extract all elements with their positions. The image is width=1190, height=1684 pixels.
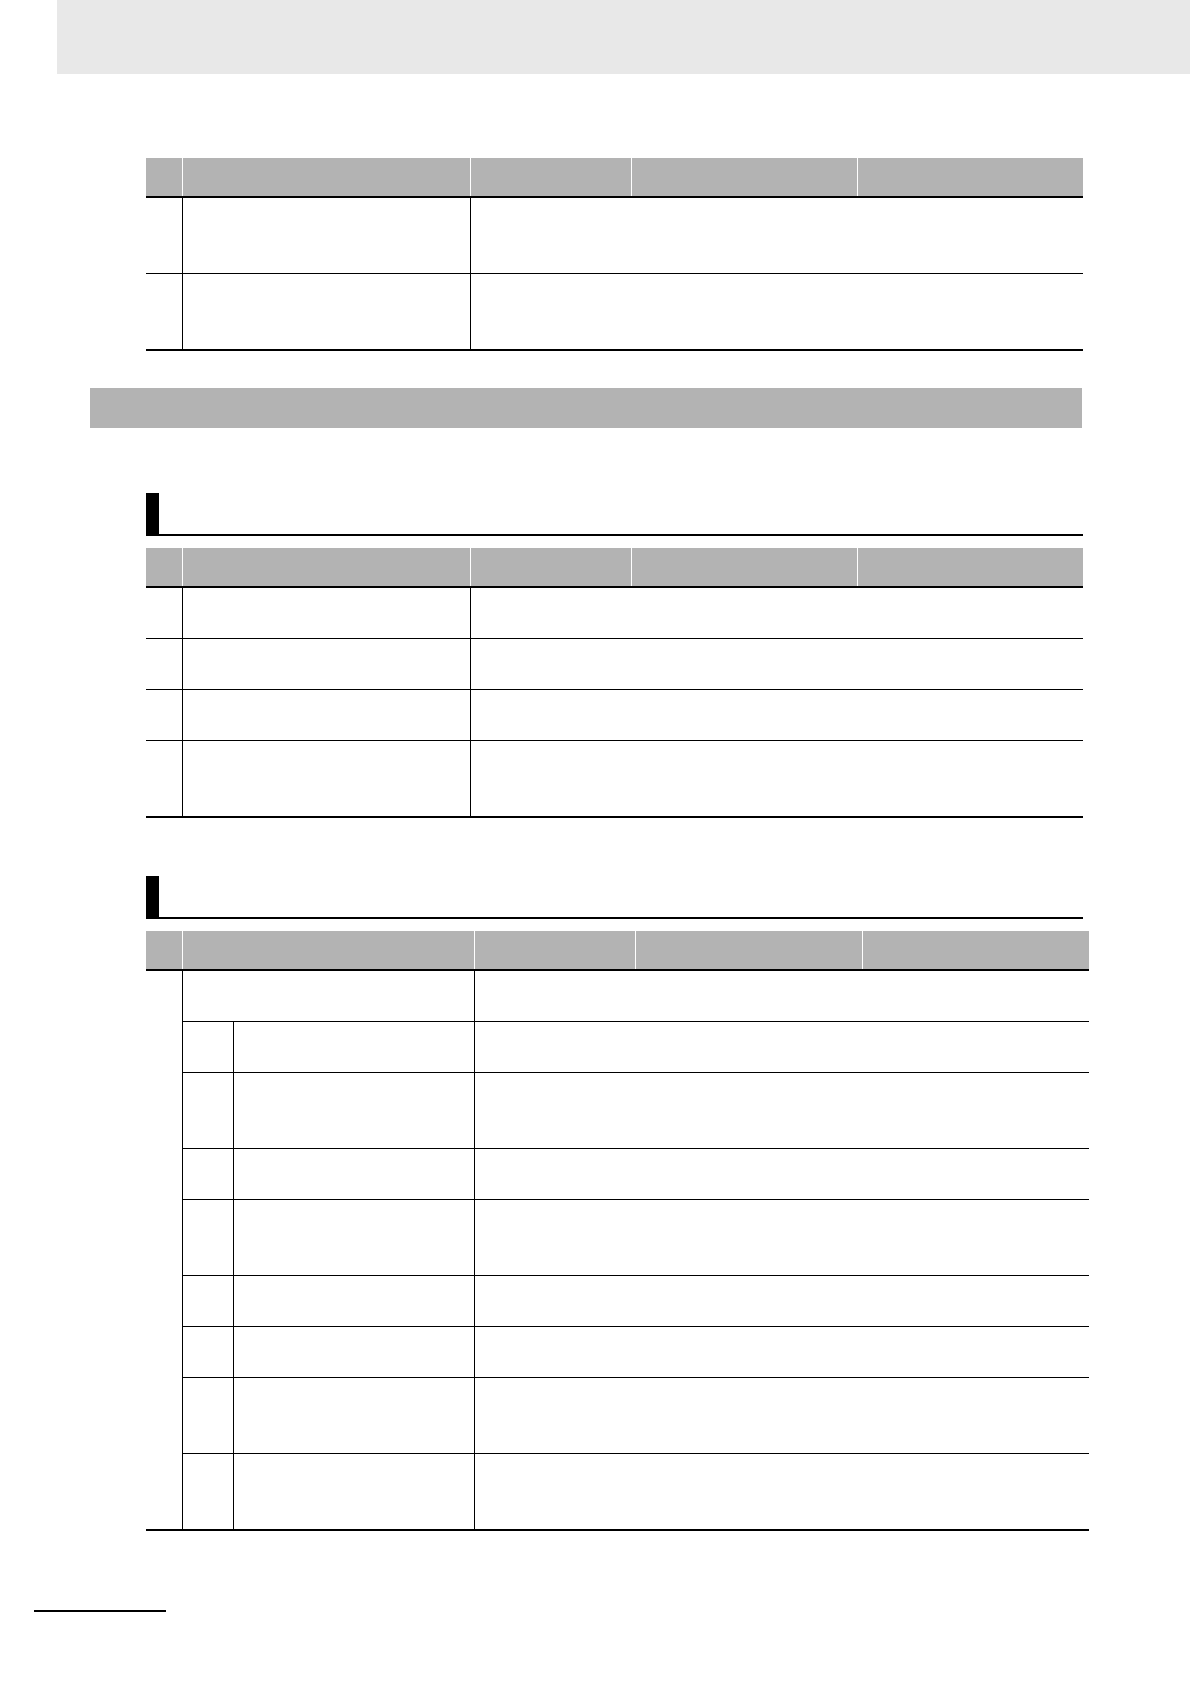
row-default	[862, 1378, 1089, 1454]
range-cell	[631, 197, 857, 223]
header-name	[182, 158, 470, 197]
row-default	[862, 1200, 1089, 1276]
row-name	[233, 1276, 474, 1327]
range-cell	[635, 1047, 862, 1073]
table-row	[146, 1276, 1089, 1302]
header-no	[146, 158, 182, 197]
row-default	[862, 1073, 1089, 1149]
range-cell	[635, 1504, 862, 1530]
header-range	[631, 548, 857, 587]
range-cell	[631, 664, 857, 690]
table-row	[146, 639, 1083, 665]
range-cell	[631, 613, 857, 639]
range-cell	[631, 715, 857, 741]
table-row	[146, 741, 1083, 767]
row-type	[474, 1327, 635, 1378]
row-type	[474, 1276, 635, 1327]
row-default	[857, 197, 1083, 274]
parameter-table-3	[146, 931, 1089, 1531]
row-no	[146, 690, 182, 741]
range-cell	[635, 1301, 862, 1327]
row-no	[146, 274, 182, 351]
table-row	[146, 274, 1083, 300]
header-type	[474, 931, 635, 970]
heading-marker	[146, 493, 159, 535]
table-row	[146, 1149, 1089, 1175]
row-sub	[182, 1327, 233, 1378]
heading-marker	[146, 876, 159, 918]
table-row	[146, 1378, 1089, 1404]
row-name	[233, 1022, 474, 1073]
table-row	[146, 197, 1083, 223]
header-type	[470, 548, 631, 587]
header-range	[635, 931, 862, 970]
range-cell	[635, 1225, 862, 1250]
row-no	[146, 197, 182, 274]
row-sub	[182, 1200, 233, 1276]
table-header-row	[146, 931, 1089, 970]
heading-rule	[146, 917, 1083, 919]
row-name	[233, 1327, 474, 1378]
range-cell	[631, 791, 857, 817]
range-cell	[635, 1327, 862, 1353]
footer-rule	[34, 1610, 166, 1612]
heading-rule	[146, 534, 1083, 536]
row-type	[474, 1149, 635, 1200]
row-default	[857, 690, 1083, 741]
row-type	[470, 741, 631, 818]
header-no	[146, 548, 182, 587]
parameter-table-1	[146, 158, 1083, 351]
range-cell	[631, 299, 857, 324]
row-name	[233, 1073, 474, 1149]
row-sub	[182, 1022, 233, 1073]
range-cell	[635, 1250, 862, 1276]
row-default	[862, 1454, 1089, 1531]
range-cell	[635, 996, 862, 1022]
range-cell	[631, 741, 857, 767]
subsection-heading-2	[146, 876, 1083, 919]
row-default	[862, 970, 1089, 1022]
row-type	[470, 690, 631, 741]
range-cell	[635, 1378, 862, 1404]
row-default	[857, 587, 1083, 639]
range-cell	[635, 1352, 862, 1378]
page-header-band	[57, 0, 1190, 74]
header-default	[862, 931, 1089, 970]
row-sub	[182, 1073, 233, 1149]
header-range	[631, 158, 857, 197]
row-name	[182, 690, 470, 741]
range-cell	[635, 1276, 862, 1302]
row-no	[146, 741, 182, 818]
range-cell	[631, 766, 857, 791]
row-default	[862, 1327, 1089, 1378]
range-cell	[635, 1200, 862, 1226]
range-cell	[635, 1022, 862, 1048]
row-type	[470, 587, 631, 639]
row-type	[474, 1073, 635, 1149]
row-name	[182, 741, 470, 818]
row-no	[146, 587, 182, 639]
range-cell	[635, 1098, 862, 1123]
subsection-heading-1	[146, 493, 1083, 536]
table-row	[146, 690, 1083, 716]
row-sub	[182, 1454, 233, 1531]
range-cell	[631, 223, 857, 248]
row-name	[182, 274, 470, 351]
row-sub	[182, 1149, 233, 1200]
range-cell	[631, 587, 857, 613]
range-cell	[635, 1123, 862, 1149]
row-type	[470, 639, 631, 690]
range-cell	[631, 274, 857, 300]
row-default	[862, 1149, 1089, 1200]
row-type	[474, 1200, 635, 1276]
header-default	[857, 158, 1083, 197]
range-cell	[635, 1149, 862, 1175]
header-no	[146, 931, 182, 970]
row-name	[182, 970, 474, 1022]
table-row	[146, 1454, 1089, 1480]
row-type	[474, 1022, 635, 1073]
table-row	[146, 970, 1089, 996]
parameter-table-2	[146, 548, 1083, 818]
row-name	[233, 1454, 474, 1531]
range-cell	[635, 1479, 862, 1504]
section-heading-bar	[90, 388, 1082, 428]
header-type	[470, 158, 631, 197]
range-cell	[635, 1428, 862, 1454]
row-type	[474, 1378, 635, 1454]
table-row	[146, 587, 1083, 613]
header-name	[182, 931, 474, 970]
row-sub	[182, 1378, 233, 1454]
row-default	[862, 1022, 1089, 1073]
row-default	[857, 741, 1083, 818]
row-name	[233, 1378, 474, 1454]
row-name	[182, 587, 470, 639]
row-sub	[182, 1276, 233, 1327]
row-default	[857, 639, 1083, 690]
row-name	[182, 639, 470, 690]
table-header-row	[146, 548, 1083, 587]
row-no	[146, 970, 182, 1530]
row-no	[146, 639, 182, 690]
row-name	[233, 1200, 474, 1276]
table-row	[146, 1073, 1089, 1099]
range-cell	[631, 324, 857, 350]
range-cell	[631, 248, 857, 274]
row-type	[474, 1454, 635, 1531]
header-default	[857, 548, 1083, 587]
header-name	[182, 548, 470, 587]
table-header-row	[146, 158, 1083, 197]
range-cell	[635, 1454, 862, 1480]
row-name	[233, 1149, 474, 1200]
row-default	[857, 274, 1083, 351]
table-row	[146, 1200, 1089, 1226]
table-row	[146, 1327, 1089, 1353]
range-cell	[635, 970, 862, 996]
row-type	[474, 970, 635, 1022]
row-type	[470, 197, 631, 274]
range-cell	[631, 690, 857, 716]
row-default	[862, 1276, 1089, 1327]
range-cell	[635, 1174, 862, 1200]
range-cell	[635, 1403, 862, 1428]
row-name	[182, 197, 470, 274]
table-row	[146, 1022, 1089, 1048]
range-cell	[635, 1073, 862, 1099]
range-cell	[631, 639, 857, 665]
row-type	[470, 274, 631, 351]
